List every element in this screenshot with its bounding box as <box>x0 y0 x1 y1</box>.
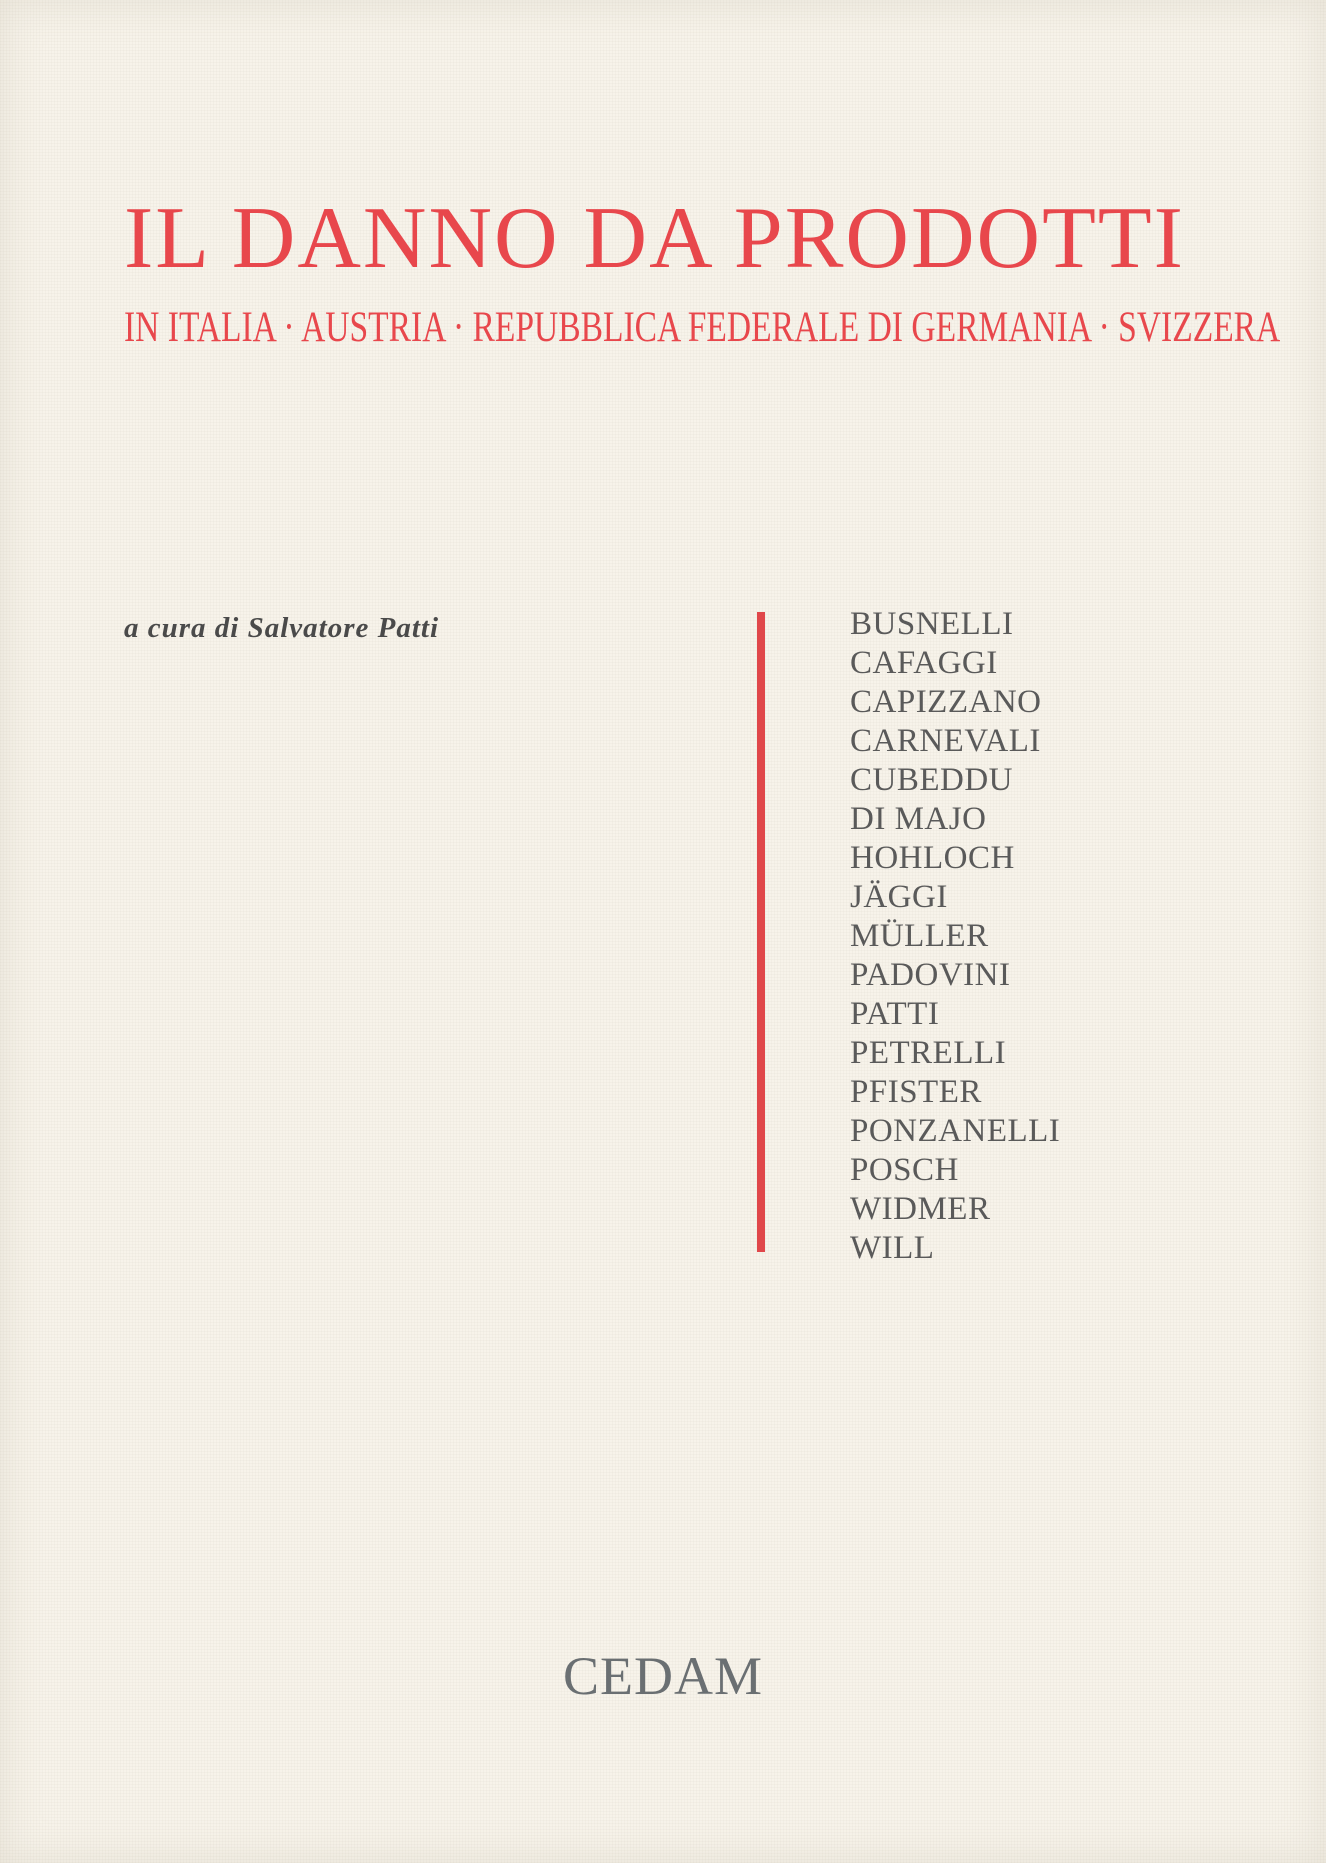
author-name: WIDMER <box>850 1191 991 1227</box>
author-name: PONZANELLI <box>850 1113 1061 1149</box>
author-name: BUSNELLI <box>850 606 1014 642</box>
cover-subtitle: IN ITALIA · AUSTRIA · REPUBBLICA FEDERALE DI GERMANIA · SVIZZERA <box>124 304 1281 351</box>
author-name: PATTI <box>850 996 940 1032</box>
editor-credit: a cura di Salvatore Patti <box>124 612 439 644</box>
author-name: POSCH <box>850 1152 959 1188</box>
author-name: JÄGGI <box>850 879 948 915</box>
author-name: WILL <box>850 1230 935 1266</box>
author-name: HOHLOCH <box>850 840 1015 876</box>
author-name: PFISTER <box>850 1074 982 1110</box>
author-name: DI MAJO <box>850 801 987 837</box>
author-name: CAFAGGI <box>850 645 998 681</box>
author-name: CUBEDDU <box>850 762 1014 798</box>
publisher-name: CEDAM <box>562 1646 763 1706</box>
author-name: PADOVINI <box>850 957 1011 993</box>
author-name: CAPIZZANO <box>850 684 1042 720</box>
author-name: MÜLLER <box>850 918 989 954</box>
vertical-divider <box>757 612 765 1252</box>
author-name: PETRELLI <box>850 1035 1007 1071</box>
author-list <box>850 605 1060 1268</box>
author-name: CARNEVALI <box>850 723 1041 759</box>
cover-title: IL DANNO DA PRODOTTI <box>124 190 1185 287</box>
